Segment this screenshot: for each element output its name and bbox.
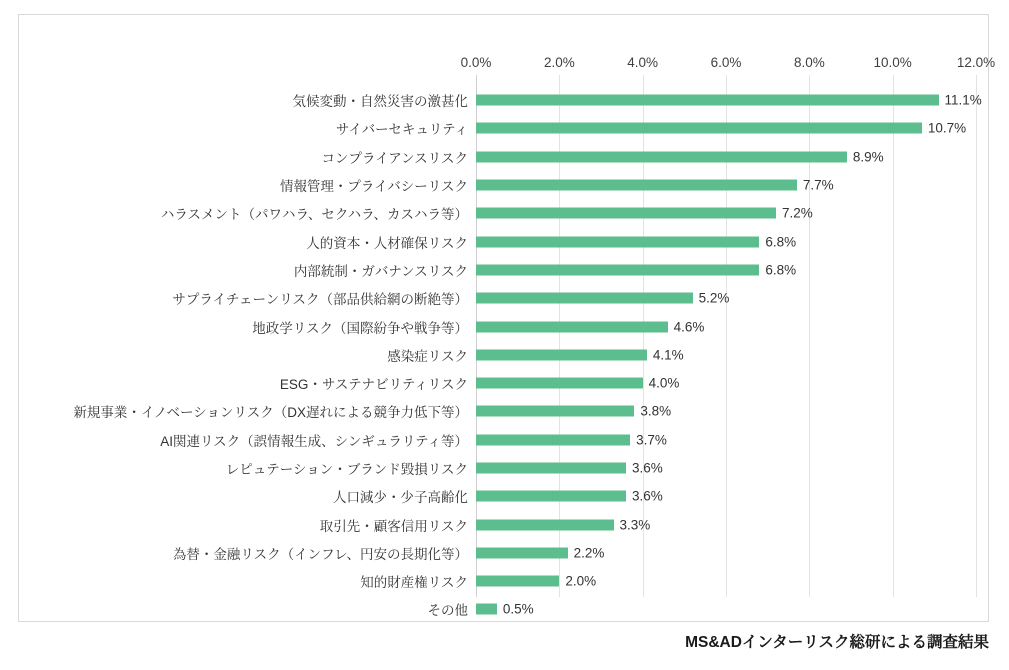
- bar: [476, 180, 797, 191]
- bar: [476, 264, 759, 275]
- category-label: 感染症リスク: [387, 348, 468, 364]
- bar: [476, 349, 647, 360]
- category-label: ハラスメント（パワハラ、セクハラ、カスハラ等）: [160, 207, 468, 223]
- category-label: サイバーセキュリティ: [335, 122, 468, 138]
- bar-value-label: 4.0%: [648, 375, 680, 391]
- category-label: レピュテーション・ブランド毀損リスク: [225, 462, 468, 477]
- x-axis-tick-label: 10.0%: [873, 55, 912, 70]
- bar-value-label: 2.0%: [565, 573, 597, 589]
- bar: [476, 547, 568, 558]
- x-axis-tick-label: 12.0%: [956, 55, 996, 70]
- bar-row: [293, 256, 976, 284]
- bar-value-label: 5.2%: [698, 290, 730, 306]
- category-label: その他: [427, 603, 468, 619]
- bar: [476, 293, 693, 304]
- bar-row: [172, 284, 976, 312]
- bar: [476, 491, 626, 502]
- bar-row: [306, 227, 976, 255]
- bar: [476, 434, 630, 445]
- category-label: 知的財産権リスク: [360, 575, 468, 591]
- chart-card: [18, 14, 996, 622]
- source-note: MS&ADインターリスク総研による調査結果: [685, 634, 989, 651]
- bar-value-label: 10.7%: [927, 120, 967, 136]
- bar-row: [333, 482, 976, 510]
- category-label: 為替・金融リスク（インフレ、円安の長期化等）: [172, 546, 468, 562]
- gridline: [976, 75, 977, 597]
- bar: [476, 321, 668, 332]
- bar-row: [160, 199, 976, 227]
- category-label: 新規事業・イノベーションリスク（DX遅れによる競争力低下等）: [73, 405, 468, 421]
- bar-value-label: 3.7%: [636, 432, 667, 448]
- category-label: AI関連リスク（誤情報生成、シンギュラリティ等）: [160, 433, 468, 449]
- bar-series: [73, 86, 982, 624]
- bar-value-label: 3.3%: [619, 517, 651, 533]
- bar-row: [387, 341, 976, 369]
- bar-row: [319, 510, 976, 538]
- bar-row: [427, 595, 976, 623]
- chart-plot-area: [73, 55, 996, 620]
- category-label: ESG・サステナビリティリスク: [279, 377, 468, 393]
- category-label: 気候変動・自然災害の激甚化: [292, 94, 468, 110]
- bar: [476, 604, 497, 615]
- bar-row: [321, 143, 976, 171]
- bar-value-label: 7.2%: [782, 205, 813, 221]
- bar-value-label: 6.8%: [765, 234, 797, 250]
- bar-row: [160, 426, 976, 454]
- bar-row: [73, 397, 976, 425]
- bar-value-label: 0.5%: [502, 601, 534, 617]
- bar-value-label: 4.6%: [673, 319, 705, 335]
- bar-row: [172, 539, 976, 567]
- bar-value-label: 11.1%: [944, 92, 982, 108]
- bar-value-label: 6.8%: [765, 262, 797, 278]
- x-axis-tick-label: 6.0%: [710, 55, 742, 70]
- x-axis-tick-label: 2.0%: [543, 55, 575, 70]
- category-label: 地政学リスク（国際紛争や戦争等）: [252, 320, 468, 336]
- x-axis-tick-label: 4.0%: [627, 55, 659, 70]
- bar-value-label: 7.7%: [802, 177, 834, 193]
- category-label: コンプライアンスリスク: [321, 150, 468, 166]
- category-label: 取引先・顧客信用リスク: [319, 518, 468, 534]
- bar-row: [360, 567, 976, 595]
- bar-row: [292, 86, 982, 114]
- bar: [476, 123, 922, 134]
- bar-value-label: 4.1%: [652, 347, 684, 363]
- bar: [476, 236, 759, 247]
- category-label: 情報管理・プライバシーリスク: [279, 179, 468, 195]
- category-label: サプライチェーンリスク（部品供給網の断絶等）: [172, 292, 468, 308]
- x-axis-tick-label: 0.0%: [460, 55, 492, 70]
- category-label: 内部統制・ガバナンスリスク: [293, 263, 468, 279]
- bar-row: [252, 312, 976, 340]
- bar: [476, 95, 939, 106]
- bar: [476, 406, 634, 417]
- bar-value-label: 3.6%: [632, 488, 663, 504]
- x-axis-tick-label: 8.0%: [793, 55, 825, 70]
- bar: [476, 378, 643, 389]
- bar-row: [225, 454, 976, 482]
- bar-value-label: 3.6%: [632, 460, 663, 476]
- category-label: 人的資本・人材確保リスク: [306, 235, 468, 251]
- bar-row: [279, 369, 976, 397]
- category-label: 人口減少・少子高齢化: [333, 490, 468, 506]
- bar: [476, 519, 614, 530]
- bar-value-label: 2.2%: [573, 545, 605, 561]
- bar-value-label: 3.8%: [640, 403, 672, 419]
- bar: [476, 151, 847, 162]
- bar: [476, 208, 776, 219]
- bar-row: [279, 171, 976, 199]
- bar: [476, 463, 626, 474]
- bar: [476, 576, 559, 587]
- bar-row: [335, 114, 976, 142]
- bar-value-label: 8.9%: [852, 149, 884, 165]
